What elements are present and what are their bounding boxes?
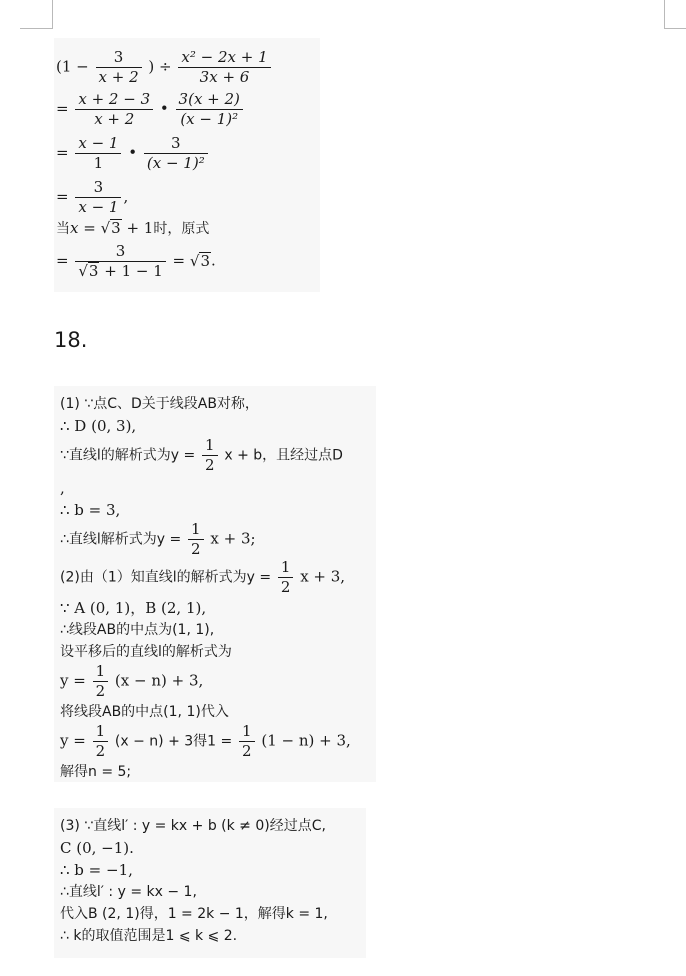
q18-line: ∵直线l的解析式为y = $\frac{1}{2}$ x + b，且经过点D bbox=[60, 436, 343, 474]
q18-line: 解得n = 5; bbox=[60, 764, 132, 780]
q18-line: y = $\frac{1}{2}$ (x − n) + 3得1 = $\frac{1}{2}$ (1 − n) + 3, bbox=[60, 722, 351, 760]
question-number: 18. bbox=[54, 328, 88, 352]
q18-line: ∴直线l解析式为y = $\frac{1}{2}$ x + 3; bbox=[60, 520, 256, 558]
crop-mark-left bbox=[20, 0, 53, 29]
expr-text: (1 − bbox=[56, 57, 89, 76]
q18-line: ∴ k的取值范围是1 ⩽ k ⩽ 2. bbox=[60, 928, 238, 944]
q17-line-1 bbox=[56, 48, 273, 87]
q18-line: y = $\frac{1}{2}$ (x − n) + 3, bbox=[60, 662, 204, 700]
q18-line: ∴线段AB的中点为(1, 1), bbox=[60, 622, 215, 638]
sqrt-symbol: √3 bbox=[189, 251, 210, 270]
fraction: $\frac{1}{2}$ bbox=[188, 520, 204, 559]
q18-line: ∴ b = −1, bbox=[60, 861, 133, 879]
q17-line-5: 当x = √3 + 1时，原式 bbox=[56, 219, 210, 237]
fraction: $\frac{1}{2}$ bbox=[239, 722, 255, 761]
crop-mark-right bbox=[664, 0, 686, 29]
fraction: $\frac{1}{2}$ bbox=[93, 722, 109, 761]
q18-line: C (0, −1). bbox=[60, 839, 134, 857]
fraction: $\frac{3}{\text{(x − 1)²}}$ bbox=[144, 134, 208, 173]
fraction: $\frac{\text{x² − 2x + 1}}{3x + 6}$ bbox=[178, 48, 270, 87]
fraction: $\frac{x + 2 - 3}{x + 2}$ bbox=[75, 90, 153, 129]
q18-line: 将线段AB的中点(1, 1)代入 bbox=[60, 704, 229, 720]
q17-line-4: = $\frac{3}{x - 1}$ , bbox=[56, 178, 129, 216]
fraction: $\frac{1}{2}$ bbox=[93, 662, 109, 701]
fraction: $\frac{1}{2}$ bbox=[278, 558, 294, 597]
solution-block-q17 bbox=[54, 38, 320, 292]
q18-line: 设平移后的直线l的解析式为 bbox=[60, 644, 232, 660]
fraction: $\frac{3}{√3 + 1 - 1}$ bbox=[75, 242, 165, 281]
q18-line: , bbox=[60, 479, 65, 497]
fraction: $\frac{3}{x - 1}$ bbox=[75, 178, 121, 217]
solution-block-q18-part1-2 bbox=[54, 386, 376, 782]
fraction: $\frac{1}{2}$ bbox=[202, 436, 218, 475]
q18-line: ∴ b = 3, bbox=[60, 501, 121, 519]
q17-line-6: = $\frac{3}{√3 + 1 - 1}$ = √3. bbox=[56, 242, 216, 280]
expr-text: ) ÷ bbox=[148, 57, 172, 76]
q18-line: (2)由（1）知直线l的解析式为y = $\frac{1}{2}$ x + 3, bbox=[60, 558, 346, 596]
q18-line: ∴ D (0, 3), bbox=[60, 417, 137, 435]
q18-line: (3) ∵直线l′ : y = kx + b (k ≠ 0)经过点C, bbox=[60, 818, 326, 834]
q18-line: ∴直线l′ : y = kx − 1, bbox=[60, 884, 197, 900]
fraction: $\frac{x - 1}{1}$ bbox=[75, 134, 121, 173]
q18-line: (1) ∵点C、D关于线段AB对称， bbox=[60, 396, 259, 412]
q17-line-3: = $\frac{x - 1}{1}$ • $\frac{3}{\text{(x − 1)²}}$ bbox=[56, 134, 210, 173]
solution-block-q18-part3 bbox=[54, 808, 366, 958]
fraction: $\frac{3}{x + 2}$ bbox=[96, 48, 142, 87]
fraction: $\frac{3(x + 2)}{\text{(x − 1)²}}$ bbox=[176, 90, 243, 129]
q18-line: 代入B (2, 1)得，1 = 2k − 1，解得k = 1, bbox=[60, 906, 328, 922]
sqrt-symbol: √3 bbox=[100, 219, 121, 237]
sqrt-symbol: √3 bbox=[78, 262, 99, 280]
q17-line-2: = $\frac{x + 2 - 3}{x + 2}$ • $\frac{3(x + 2)}{\text{(x − 1)²}}$ bbox=[56, 90, 245, 129]
q18-line: ∵ A (0, 1)，B (2, 1), bbox=[60, 599, 207, 617]
